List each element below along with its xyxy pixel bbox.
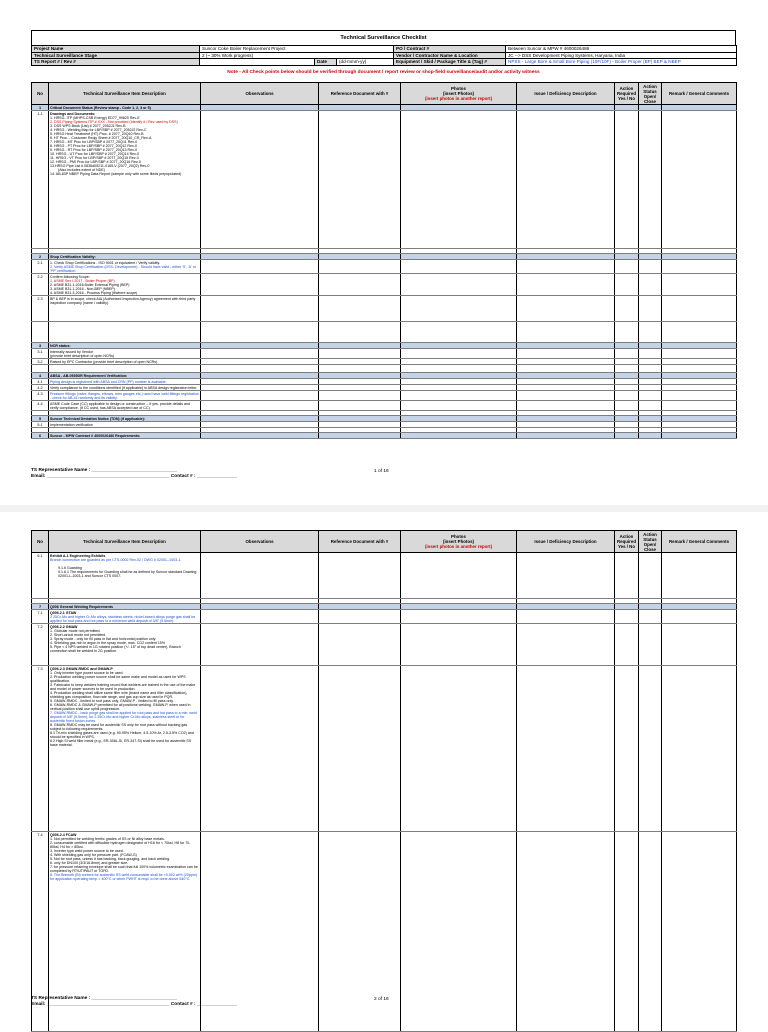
observations-cell[interactable] [201,296,319,322]
email-field[interactable]: ______________________________________________ [46,474,170,479]
checklist-table-page-1 [31,82,737,439]
checklist-table-page-2 [31,530,737,1032]
action-status-cell[interactable] [639,610,662,624]
item-description [49,365,201,373]
observations-cell[interactable] [201,624,319,666]
description-line: 1. ASME Sec I-2017 - Boiler Proper (BP) [50,278,115,283]
description-line: 8. GMAW-RMDC may be used for austenitic SS only for root pass without backing gas subject to following requirements: [50,722,188,731]
action-status-cell [639,322,662,343]
description-line: 8. The Bismuth (Bi) content for austenitic SS weld consumable shall be <0.002 wt% (20ppm) for application operating temp > 400°C or when PWHT is reqd. to be done above 540°C. [50,872,198,881]
page-number-2: 2 of 16 [374,997,389,1002]
table-row [32,349,737,359]
info-label: Vendor / Contractor Name & Location [394,52,506,59]
description-line: 3. Fabricator to keep welders training record that welders are trained in the use of the make and model of power sources to be used in production. [50,682,196,691]
column-header-status: Action Status Open/ Close [639,83,662,105]
issue-cell [517,365,615,373]
item-number: 3.2 [32,359,49,365]
observations-cell [201,322,319,343]
action-required-cell[interactable] [615,832,639,1032]
description-line: Raised by EPC Contractor (provide brief description of open NCRs) [50,359,158,364]
email-contact-line [31,474,237,480]
observations-cell[interactable] [201,391,319,401]
column-header-row [32,531,737,553]
item-number: 4.4 [32,401,49,411]
item-description [49,274,201,296]
item-number: 2 [32,254,49,260]
description-line: 1. Only inverter type power source to be used. [50,670,124,675]
description-line: Implementation verification [50,422,93,427]
description-line: 9.1.6 Guarding [58,565,82,570]
item-description [49,610,201,624]
column-header-status: Action Status Open/ Close [639,531,662,553]
action-status-cell[interactable] [639,274,662,296]
project-info-table [31,45,737,66]
info-label: PO / Contract # [394,46,506,53]
photos-cell [401,433,517,439]
observations-cell[interactable] [201,401,319,411]
issue-cell [517,433,615,439]
description-line: 5. HRSG Heat Treatment (HT) Proc. # 2077_20Q10 Rev-B [50,131,144,136]
photos-cell[interactable] [401,610,517,624]
remarks-cell [662,433,737,439]
description-line: 5. GMAW-RMDC - limited to root pass only, GMAW-P - limited to fill pass only. [50,698,174,703]
description-line: 7. HRSG - MT Proc for LBP/SBP # 2077_20Q11 Rev-0 [50,139,138,144]
photos-cell[interactable] [401,349,517,359]
column-header-item: Technical Surveillance Item Description [49,83,201,105]
item-description [49,260,201,274]
column-header-photos [401,531,517,553]
remarks-cell[interactable] [662,391,737,401]
date-label: Date [315,59,337,66]
remarks-cell[interactable] [662,610,737,624]
description-line: Exhibit A-1 Engineering Exhibits [50,553,106,558]
action-required-cell [615,365,639,373]
issue-cell[interactable] [517,401,615,411]
description-line: 2. Short-circuit mode not permitted. [50,632,107,637]
ts-representative-field[interactable]: ________________________________ [91,996,177,1001]
item-number: 7.2 [32,624,49,666]
photos-cell[interactable] [401,832,517,1032]
photos-cell[interactable] [401,553,517,599]
item-description [49,553,201,599]
email-field[interactable]: ______________________________________________ [46,1002,170,1007]
issue-cell[interactable] [517,666,615,832]
reference-cell[interactable] [319,553,401,599]
item-description [49,296,201,322]
column-header-obs: Observations [201,531,319,553]
info-value[interactable]: 2 (~ 30% Work progress) [200,52,394,59]
description-line: 2. Production welding power source shall be same make and model as used for WPS qualification. [50,674,186,683]
action-required-cell[interactable] [615,666,639,832]
description-line: 8. HRSG - PT Proc for LBP/SBP # 2077_20Q12 Rev-0 [50,143,137,148]
action-status-cell [639,433,662,439]
column-header-no: No [32,531,49,553]
email-contact-line [31,1002,237,1008]
action-required-cell[interactable] [615,553,639,599]
contact-field[interactable]: _______________ [196,1002,237,1007]
description-line: BP & BEP is in scope, check AIA (Authorized Inspection Agency) agreement with third party inspection company (name / validity). [50,296,196,305]
description-line: 6. HT Proc. - Customer Reqly Sheet # 2077_20Q10_CR_Rev-A [50,135,152,140]
photos-cell [401,322,517,343]
action-required-cell[interactable] [615,624,639,666]
info-label: Equipment / Skid / Package Title & (Tag) # [394,59,506,66]
photos-cell[interactable] [401,111,517,249]
photos-cell[interactable] [401,624,517,666]
issue-cell[interactable] [517,296,615,322]
item-description [49,322,201,343]
ts-representative-label: TS Representative Name : [31,996,91,1001]
description-line: Confirm following Scope: [50,274,90,279]
description-line: Internally issued by Vendor [50,349,94,354]
item-number: 3 [32,343,49,349]
description-line: 4. Shielding gas rich in argon in the spray mode, max. CO2 content 15% [50,640,166,645]
remarks-cell[interactable] [662,349,737,359]
item-description [49,391,201,401]
description-line: 3. Inverter type weld power source to be used. [50,848,124,853]
item-number [32,322,49,343]
description-line: 2. DSS Piping Systems ITP # XXX - Not provided (Identify # / Rev used by DSS) [50,119,178,124]
contact-label: Contact # : [170,474,196,479]
photos-header-sub: (insert Photos) [443,539,474,544]
footer-page-1 [31,468,237,480]
action-status-cell[interactable] [639,553,662,599]
item-number: 1.1 [32,111,49,249]
issue-cell [517,322,615,343]
description-line: 1. Check Shop Certifications - ISO 9001 or equivalent / Verify validity. [50,260,160,265]
description-line: 7. GMAW-RMDC - back purge gas shall be applied for root pass and hot pass to a min. weld deposit of 3/8" (9.5mm), for 2.25Cr-Mo and higher Cr-Mo alloys, stainless steel or for austenitic fined fusion zones. [50,710,197,723]
issue-cell[interactable] [517,832,615,1032]
action-required-cell[interactable] [615,260,639,274]
column-header-action: Action Required Yes / No [615,531,639,553]
description-line: 2. ASME B31.1-2016 Boiler External Piping (BEP) [50,282,130,287]
observations-cell[interactable] [201,274,319,296]
date-value[interactable]: (dd-mmm-yy) [337,59,394,66]
action-required-cell[interactable] [615,391,639,401]
issue-cell[interactable] [517,111,615,249]
email-label: Email: [31,1002,46,1007]
table-row [32,624,737,666]
action-required-cell [615,433,639,439]
contact-field[interactable]: _______________ [196,474,237,479]
description-line: Q006.2.3 GMAW-RMDC and GMAW-P [50,666,113,671]
description-line: 9.1.6.1 The requirements for Guarding shall be as defined by Suncor standard Drawing 02001-L-1003-1 and Suncor CTS 0007. [58,569,197,578]
info-label: Technical Surveillance Stage [32,52,200,59]
description-line: Verify compliance to the conditions identified (if applicable) in ABSA design registration letter. [50,385,198,390]
item-number: 1 [32,105,49,111]
issue-cell[interactable] [517,349,615,359]
observations-cell[interactable] [201,610,319,624]
item-number: 3.1 [32,349,49,359]
description-line: 1. Not permitted for welding ferritic grades of SS or Ni alloy base metals. [50,836,165,841]
description-line: Q006.2.1 GTAW [50,610,77,615]
item-description [49,433,201,439]
table-row [32,610,737,624]
contact-label: Contact # : [170,1002,196,1007]
photos-cell[interactable] [401,296,517,322]
description-line: 1. HRSG- ITP (MHPS-CSB Energy) ED77_99820 Rev-E [50,115,140,120]
photos-cell[interactable] [401,666,517,832]
photos-header-title: Photos [451,86,466,91]
issue-cell[interactable] [517,624,615,666]
email-label: Email: [31,474,46,479]
action-status-cell[interactable] [639,624,662,666]
description-line: 13.HRSG Pipe List # 0836d05211-0165-V (2077_20Q2) Rev-0 [50,163,150,168]
action-required-cell[interactable] [615,296,639,322]
action-required-cell [615,322,639,343]
remarks-cell[interactable] [662,260,737,274]
item-number: 7.4 [32,832,49,1032]
info-value[interactable]: Between Suncor & MPW # 4600026486 [506,46,737,53]
description-line: 6. GMAW-RMDC & GMAW-P permitted for all positions welding. GMAW-P, when used in vertical position shall use uphill progression. [50,702,191,711]
info-label: TS Report # / Rev # [32,59,200,66]
page-2 [0,512,768,1024]
photos-header-sub: (insert Photos) [443,91,474,96]
item-number: 2.2 [32,274,49,296]
action-required-cell[interactable] [615,349,639,359]
observations-cell[interactable] [201,553,319,599]
description-line: (Also includes extent of NDE) [58,167,105,172]
description-line: 8.2 High Si weld filler metal (e.g., ER-308L-Si, ER-347-Si) shall be used for austenitic SS base material. [50,738,192,747]
action-status-cell[interactable] [639,666,662,832]
page-number-1: 1 of 16 [374,469,389,474]
info-value[interactable]: Suncor Coke Boiler Replacement Project [200,46,394,53]
item-number: 2.1 [32,260,49,274]
issue-cell[interactable] [517,610,615,624]
item-number: 2.3 [32,296,49,322]
description-line: (provide brief description of open NCRs) [50,353,115,358]
table-row [32,666,737,832]
description-line: 3. DSS WPS Book (List) # 2077_2052J1 Rev-B [50,123,126,128]
remarks-cell[interactable] [662,624,737,666]
column-header-ref: Reference Document with # [319,531,401,553]
description-line: 3. Spray mode - only for fill pass in flat and horizontal position only. [50,636,157,641]
description-line: Suncor - MPW Contract # 4600026486 Requirements: [50,433,141,438]
reference-cell[interactable] [319,391,401,401]
description-line: 5. Not for root pass, unless it has backing, back gouging, and back welding. [50,856,171,861]
description-line: 4. ASME B31.3-2016 - Process Piping (if/where scope) [50,290,138,295]
remarks-cell[interactable] [662,666,737,832]
item-number: 4.3 [32,391,49,401]
description-line: 2. consumable certified with diffusible hydrogen designator of H16 for < 70ksi, H8 for 70-80ksi, H4 for > 80ksi. [50,840,191,849]
observations-cell[interactable] [201,260,319,274]
table-row [32,322,737,343]
description-line: Pressure fittings (valve, flanges, elbows, tees gauges etc.) used have valid fittings registration - check for AB-41 randomly and its validity. [50,391,199,400]
description-line: 12. HRSG - PMI Proc for LBP/SBP # 2077_20Q16 Rev-0 [50,159,141,164]
item-number: 4 [32,373,49,379]
item-description [49,111,201,249]
column-header-photos [401,83,517,105]
reference-cell[interactable] [319,401,401,411]
action-status-cell [639,365,662,373]
item-number: 7.3 [32,666,49,832]
table-row [32,365,737,373]
item-description [49,666,201,832]
observations-cell[interactable] [201,349,319,359]
reference-cell [319,433,401,439]
remarks-cell[interactable] [662,274,737,296]
photos-cell[interactable] [401,391,517,401]
info-value[interactable]: NPSS - Large Bore & Small Bore Piping (10F/10F) - Boiler Proper (BP) BEP & NBEP [506,59,737,66]
item-description [49,401,201,411]
table-row [32,274,737,296]
item-number: 7.1 [32,610,49,624]
reference-cell[interactable] [319,274,401,296]
issue-cell[interactable] [517,553,615,599]
description-line: Suncor Technical Deviation Notice (TDN) (if applicable): [50,416,145,421]
document-title: Technical Surveillance Checklist [31,30,736,46]
description-line: Q006.2.4 FCAW [50,832,77,837]
action-status-cell[interactable] [639,401,662,411]
observations-cell [201,365,319,373]
description-line: Critical Document Status (Review stamp - Code 1, 2, 3 or 5) [50,105,151,110]
description-line: 1. Globular mode not permitted. [50,628,101,633]
description-line: 2.25Cr-Mo and higher Cr-Mo alloys, stainless steels, nickel-based alloys purge gas shall be applied for root pass and hot pass to a minimum weld deposit of 3/8" (9.5mm). [50,614,196,623]
remarks-cell[interactable] [662,553,737,599]
item-number: 5.1 [32,422,49,428]
table-row [32,391,737,401]
item-number: 7 [32,604,49,610]
description-line: 11. HRSG - VT Proc for LBP/SBP # 2077_20Q15 Rev-0 [50,155,139,160]
reference-cell[interactable] [319,111,401,249]
description-line: Drawings and Documents: [50,111,96,116]
remarks-cell [662,365,737,373]
description-line: 9. HRSG - RT Proc for LBP/SBP # 2077_20Q13 Rev-0 [50,147,138,152]
action-required-cell[interactable] [615,274,639,296]
info-value[interactable] [200,59,315,66]
item-number: 6.1 [32,553,49,599]
description-line: 10. HRSG - UT Proc for LBP/SBP # 2077_20Q14 Rev-0 [50,151,140,156]
issue-cell[interactable] [517,391,615,401]
description-line: Q006 General Welding Requirements [50,604,114,609]
action-status-cell[interactable] [639,260,662,274]
reference-cell[interactable] [319,666,401,832]
description-line: Shop Certification Validity: [50,254,96,259]
action-status-cell[interactable] [639,832,662,1032]
description-line: 6. only for DN100 (3/3/16.8mm) and greater size. [50,860,129,865]
description-line: 8.1 Tri-mix shielding gases are used (e.g. 90-95% Helium, 4.5-10% Ar, 2.5-3.5% CO2) and should be specified in WPS. [50,730,194,739]
remarks-cell [662,322,737,343]
item-description [49,624,201,666]
issue-cell[interactable] [517,274,615,296]
description-line: 3. ASME B31.1-2016 - Non-BEP (NBEP) [50,286,115,291]
photos-cell[interactable] [401,401,517,411]
action-required-cell[interactable] [615,111,639,249]
issue-cell[interactable] [517,260,615,274]
action-required-cell[interactable] [615,401,639,411]
remarks-cell[interactable] [662,401,737,411]
project-info-row [32,59,737,66]
item-number [32,365,49,373]
description-line: 7. for pressure retaining envelope shall be such that full 100% volumetric examination can be completed by RT/UT/PAUT or TOFD. [50,864,198,873]
observations-cell[interactable] [201,666,319,832]
column-header-issue: Issue / Deficiency Description [517,83,615,105]
table-row [32,296,737,322]
description-line: 14. AB-83P NBEP Piping Data Report (sample only with some fileds prepopulated) [50,171,182,176]
reference-cell[interactable] [319,610,401,624]
table-row [32,111,737,249]
photos-header-note: (insert photos in another report) [424,96,493,101]
footer-page-2 [31,996,237,1008]
ts-representative-label: TS Representative Name : [31,468,91,473]
item-number: 4.1 [32,379,49,385]
photos-header-title: Photos [451,534,466,539]
action-required-cell[interactable] [615,610,639,624]
column-header-obs: Observations [201,83,319,105]
description-line: NCR status: [50,343,71,348]
description-line: 5. Pipe < 4 NPS welded in 1G rotated position (+/- 15° of top dead center), Branch connection shall be welded in 2G position. [50,644,181,653]
column-header-item: Technical Surveillance Item Description [49,531,201,553]
column-header-ref: Reference Document with # [319,83,401,105]
action-status-cell[interactable] [639,111,662,249]
column-header-issue: Issue / Deficiency Description [517,531,615,553]
reference-cell[interactable] [319,296,401,322]
description-line: Piping design is registered with ABSA and CRN (PP) number is available. [50,379,167,384]
section-row [32,433,737,439]
description-line: Branch connection are guarded as per CTS-0002 Rev-02 / DWG # 02001--1003-1. [50,557,182,562]
action-status-cell[interactable] [639,391,662,401]
column-header-action: Action Required Yes / No [615,83,639,105]
page-1 [0,0,768,508]
description-line: 4. Production welding shall utilize same filler wire (brand name and filler classification), shielding gas composition, flow rate range, and gas cup size as used in PQR. [50,690,188,699]
info-label: Project Name [32,46,200,53]
info-value[interactable]: JC --> DSS Development Piping Systems, Haryana, India [506,52,737,59]
description-line: ASME Code Case (CC) applicable to design or construction -- if yes, provide details and verify compliance. (If CC used, has ABSA accepted use of CC). [50,401,191,410]
description-line: ABSA - AB-0939DR Requirement Verification: [50,373,128,378]
table-row [32,553,737,599]
reference-cell [319,365,401,373]
reference-cell [319,322,401,343]
column-header-remark: Remark / General Comments [662,83,737,105]
column-header-no: No [32,83,49,105]
column-header-row [32,83,737,105]
table-row [32,260,737,274]
observations-cell [201,433,319,439]
photos-header-note: (insert photos in another report) [424,544,493,549]
photos-cell[interactable] [401,260,517,274]
verification-note: Note - All Check points below should be verified through document / report review or shop-field surveillance/audit and/or activity witness [227,70,540,75]
remarks-cell[interactable] [662,832,737,1032]
action-status-cell[interactable] [639,296,662,322]
photos-cell[interactable] [401,274,517,296]
reference-cell[interactable] [319,260,401,274]
description-line: 2. Verify ASME Shop Certification (DSS- Development) - Should have valid - either 'S', 'A' or 'PP' certification. [50,264,196,273]
description-line: 4. With shielding gas only for pressure part. (FCAW-G) [50,852,137,857]
remarks-cell[interactable] [662,296,737,322]
table-row [32,401,737,411]
description-line: Q006.2.2 GMAW [50,624,78,629]
description-line: 4. HRSG - Welding Map for LBP/SBP # 2077_2052J2 Rev-C [50,127,147,132]
item-number: 4.2 [32,385,49,391]
reference-cell[interactable] [319,624,401,666]
item-description [49,349,201,359]
column-header-remark: Remark / General Comments [662,531,737,553]
reference-cell[interactable] [319,349,401,359]
observations-cell[interactable] [201,111,319,249]
remarks-cell[interactable] [662,111,737,249]
action-status-cell[interactable] [639,349,662,359]
ts-representative-field[interactable]: ________________________________ [91,468,177,473]
photos-cell [401,365,517,373]
item-number: 6 [32,433,49,439]
item-number: 5 [32,416,49,422]
